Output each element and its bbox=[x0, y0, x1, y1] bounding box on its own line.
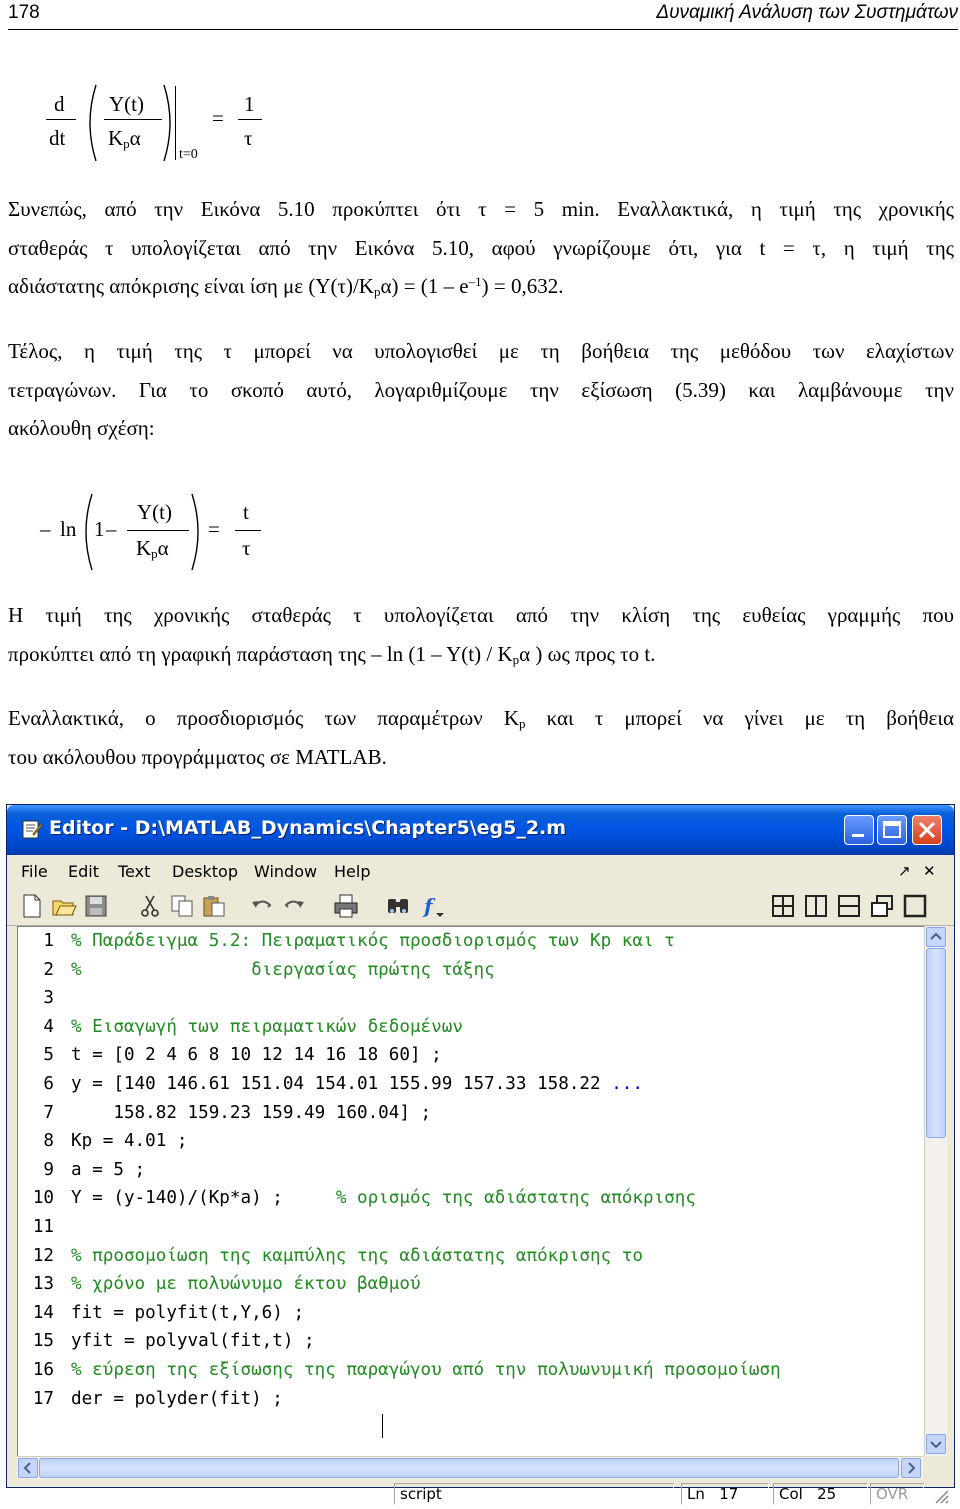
line-text bbox=[71, 960, 495, 980]
p4-line-1a: Εναλλακτικά, ο προσδιορισμός των παραμέτρων K bbox=[8, 706, 519, 730]
p3-expr: – ln (1 – Y(t) / K bbox=[371, 641, 513, 666]
scroll-up-button[interactable] bbox=[926, 927, 946, 947]
matlab-editor-window bbox=[7, 805, 954, 1503]
eq2-rhs-den: τ bbox=[242, 536, 251, 560]
code-text: a = 5 ; bbox=[71, 1159, 146, 1180]
eq1-d: d bbox=[54, 92, 65, 116]
line-number: 3 bbox=[43, 988, 54, 1009]
equation-log bbox=[0, 490, 300, 575]
line-text bbox=[71, 1160, 145, 1180]
p4-line-1-sub: p bbox=[519, 716, 526, 731]
copy-icon[interactable] bbox=[169, 893, 195, 919]
p1-line-3-sup: –1 bbox=[468, 274, 482, 289]
undock-icon[interactable]: ↗ bbox=[898, 862, 911, 880]
menu-help[interactable]: Help bbox=[334, 862, 371, 881]
line-text bbox=[71, 1074, 643, 1094]
p4-line-1b: και τ μπορεί να γίνει με τη βοήθεια bbox=[546, 706, 954, 730]
line-number: 7 bbox=[43, 1102, 54, 1123]
eq1-d-bar bbox=[46, 119, 76, 120]
line-text bbox=[71, 1017, 463, 1037]
p3-line-2a: προκύπτει από τη γραφική παράσταση της bbox=[8, 641, 366, 666]
line-number: 16 bbox=[32, 1360, 54, 1380]
p1-line-3a: αδιάστατης απόκρισης είναι ίση με (Y(τ)/K bbox=[8, 274, 374, 298]
eq1-rhs-bar bbox=[238, 119, 262, 120]
title-bar[interactable] bbox=[7, 805, 954, 855]
running-title: Δυναμική Ανάλυση των Συστημάτων bbox=[656, 2, 958, 23]
tile-horizontal-icon[interactable] bbox=[836, 893, 862, 919]
menu-bar bbox=[7, 855, 954, 887]
page-number: 178 bbox=[8, 2, 40, 23]
line-text bbox=[71, 1331, 315, 1351]
eq1-rhs-num: 1 bbox=[244, 92, 255, 116]
status-mode: script bbox=[394, 1483, 674, 1505]
code-comment: % εύρεση της εξίσωσης της παραγώγου από την πολυωνυμική προσομοίωση bbox=[71, 1360, 781, 1380]
chevron-up-icon bbox=[927, 928, 945, 946]
float-window-icon[interactable] bbox=[869, 893, 895, 919]
eq1-frac-bar bbox=[104, 119, 162, 120]
line-text bbox=[71, 1045, 442, 1065]
window-title: Editor - D:\MATLAB_Dynamics\Chapter5\eg5_2.m bbox=[49, 817, 567, 839]
line-number: 17 bbox=[32, 1388, 54, 1409]
maximize-icon bbox=[878, 816, 906, 844]
paste-icon[interactable] bbox=[201, 893, 227, 919]
menu-edit[interactable]: Edit bbox=[68, 862, 99, 881]
line-text bbox=[71, 931, 675, 951]
eq2-rhs-num: t bbox=[243, 500, 249, 524]
eq2-equals: = bbox=[208, 517, 220, 541]
status-bar bbox=[7, 1479, 954, 1509]
p3-expr-2: α ) bbox=[519, 641, 543, 666]
function-icon[interactable] bbox=[421, 893, 447, 919]
maximize-pane-icon[interactable] bbox=[902, 893, 928, 919]
find-icon[interactable] bbox=[385, 893, 411, 919]
eq2-ln: ln bbox=[60, 517, 77, 541]
code-text: y = [140 146.61 151.04 154.01 155.99 157.33 158.22 bbox=[71, 1074, 612, 1094]
eq2-den-sub: p bbox=[151, 546, 158, 561]
p3-expr-sub: p bbox=[512, 651, 520, 667]
code-text: t = [0 2 4 6 8 10 12 14 16 18 60] ; bbox=[71, 1045, 442, 1066]
code-comment: % χρόνο με πολυώνυμο έκτου βαθμού bbox=[71, 1274, 421, 1295]
line-number: 8 bbox=[43, 1131, 54, 1152]
line-number: 2 bbox=[43, 959, 54, 980]
line-text bbox=[71, 1274, 421, 1294]
code-comment: % Παράδειγμα 5.2: Πειραματικός προσδιορισμός των Kp και τ bbox=[71, 931, 675, 951]
eq1-den bbox=[108, 128, 141, 149]
code-text: yfit = polyval(fit,t) ; bbox=[71, 1331, 315, 1352]
eq2-den bbox=[136, 538, 169, 559]
line-number: 5 bbox=[43, 1045, 54, 1066]
line-number: 4 bbox=[43, 1016, 54, 1037]
code-comment: % Εισαγωγή των πειραματικών δεδομένων bbox=[71, 1016, 463, 1037]
scroll-down-button[interactable] bbox=[926, 1434, 946, 1454]
vertical-scroll-thumb[interactable] bbox=[926, 948, 946, 1138]
line-number: 10 bbox=[32, 1188, 54, 1209]
resize-grip-icon[interactable] bbox=[932, 1487, 950, 1505]
minimize-button[interactable] bbox=[844, 815, 874, 845]
close-button[interactable] bbox=[912, 815, 942, 845]
line-text bbox=[71, 1389, 283, 1409]
eq2-den-K: K bbox=[136, 536, 152, 560]
eq1-left-paren bbox=[82, 83, 98, 163]
p2-line-1: Τέλος, η τιμή της τ μπορεί να υπολογισθεί με τη βοήθεια της μεθόδου των ελαχίστων bbox=[8, 339, 954, 363]
line-number: 15 bbox=[32, 1331, 54, 1352]
code-text: der = polyder(fit) ; bbox=[71, 1388, 283, 1409]
status-column bbox=[773, 1483, 868, 1505]
print-icon[interactable] bbox=[333, 893, 359, 919]
editor-app-icon bbox=[21, 818, 43, 840]
scroll-right-button[interactable] bbox=[901, 1458, 921, 1478]
eq1-eval: t=0 bbox=[179, 147, 198, 162]
continuation-ellipsis: ... bbox=[611, 1074, 643, 1094]
header-rule bbox=[8, 29, 958, 30]
menu-close-icon[interactable]: ✕ bbox=[923, 862, 936, 880]
p1-line-3-sub: p bbox=[373, 284, 381, 299]
p2-line-3: ακόλουθη σχέση: bbox=[8, 416, 155, 440]
p2-line-2: τετραγώνων. Για το σκοπό αυτό, λογαριθμίζουμε την εξίσωση (5.39) και λαμβάνουμε την bbox=[8, 377, 954, 402]
eq1-den-sub: p bbox=[123, 136, 130, 151]
redo-icon[interactable] bbox=[281, 893, 307, 919]
line-text bbox=[71, 1188, 696, 1208]
code-comment: % ορισμός της αδιάστατης απόκρισης bbox=[335, 1188, 696, 1209]
cut-icon[interactable] bbox=[137, 893, 163, 919]
eq1-num: Y(t) bbox=[109, 92, 144, 116]
text-cursor bbox=[382, 1414, 383, 1438]
status-column-label: Col bbox=[779, 1485, 803, 1503]
p3-line-1: Η τιμή της χρονικής σταθεράς τ υπολογίζεται από την κλίση της ευθείας γραμμής που bbox=[8, 603, 954, 627]
eq1-den-K: K bbox=[108, 126, 124, 150]
paragraph-3 bbox=[8, 596, 954, 673]
code-comment: % προσομοίωση της καμπύλης της αδιάστατης απόκρισης το bbox=[71, 1245, 643, 1266]
eq1-eval-bar bbox=[175, 86, 176, 160]
horizontal-scrollbar[interactable] bbox=[17, 1456, 923, 1479]
code-editor[interactable] bbox=[17, 926, 924, 1457]
menu-window[interactable]: Window bbox=[254, 862, 318, 881]
line-number: 11 bbox=[32, 1217, 54, 1237]
paragraph-2 bbox=[8, 332, 954, 448]
undo-icon[interactable] bbox=[249, 893, 275, 919]
eq2-rhs-bar bbox=[235, 530, 261, 531]
paragraph-4 bbox=[8, 699, 954, 776]
save-icon[interactable] bbox=[83, 893, 109, 919]
eq1-rhs-den: τ bbox=[244, 126, 253, 150]
chevron-left-icon bbox=[19, 1459, 37, 1477]
p1-line-3c: ) = 0,632. bbox=[481, 274, 564, 298]
eq2-right-paren bbox=[190, 492, 206, 572]
code-text: Y = (y-140)/(Kp*a) ; bbox=[71, 1188, 336, 1209]
eq2-den-alpha: α bbox=[157, 536, 169, 560]
horizontal-scroll-thumb[interactable] bbox=[39, 1458, 899, 1478]
line-number: 14 bbox=[32, 1302, 54, 1323]
status-line-value: 17 bbox=[719, 1485, 739, 1503]
vertical-scrollbar[interactable] bbox=[924, 926, 947, 1456]
line-text bbox=[71, 1246, 643, 1266]
line-number: 13 bbox=[32, 1274, 54, 1295]
p4-line-2: του ακόλουθου προγράμματος σε MATLAB. bbox=[8, 744, 387, 769]
menu-text[interactable]: Text bbox=[118, 862, 151, 881]
eq1-dt: dt bbox=[49, 126, 66, 150]
p1-line-3b: α) = (1 – e bbox=[380, 274, 469, 298]
svg-text:f: f bbox=[424, 894, 433, 918]
close-icon bbox=[913, 816, 941, 844]
p3-line-2 bbox=[8, 635, 954, 674]
line-text bbox=[71, 1360, 781, 1380]
eq1-equals: = bbox=[212, 106, 224, 130]
eq2-num: Y(t) bbox=[137, 500, 172, 524]
p1-line-3 bbox=[8, 267, 954, 306]
line-text bbox=[71, 1131, 188, 1151]
status-column-value: 25 bbox=[817, 1485, 837, 1503]
p1-line-1: Συνεπώς, από την Εικόνα 5.10 προκύπτει ότι τ = 5 min. Εναλλακτικά, η τιμή της χρονικής bbox=[8, 197, 954, 221]
line-number: 1 bbox=[43, 931, 54, 951]
line-number: 12 bbox=[32, 1245, 54, 1266]
line-number: 9 bbox=[43, 1159, 54, 1180]
code-text: Kp = 4.01 ; bbox=[71, 1131, 188, 1152]
chevron-right-icon bbox=[902, 1459, 920, 1477]
p3-line-2b: ως προς το t. bbox=[547, 641, 656, 666]
line-text bbox=[71, 1303, 304, 1323]
code-comment: % διεργασίας πρώτης τάξης bbox=[71, 959, 495, 980]
status-line bbox=[681, 1483, 769, 1505]
open-file-icon[interactable] bbox=[51, 893, 77, 919]
tile-vertical-icon[interactable] bbox=[803, 893, 829, 919]
line-number: 6 bbox=[43, 1074, 54, 1094]
equation-derivative bbox=[0, 80, 300, 170]
status-ovr: OVR bbox=[870, 1483, 924, 1505]
code-text: fit = polyfit(t,Y,6) ; bbox=[71, 1302, 305, 1323]
eq2-minus2: – bbox=[106, 517, 117, 541]
page-header bbox=[8, 0, 958, 30]
p4-line-1 bbox=[8, 699, 954, 738]
toolbar bbox=[7, 887, 954, 926]
p1-line-2: σταθεράς τ υπολογίζεται από την Εικόνα 5.10, αφού γνωρίζουμε ότι, για t = τ, η τιμή της bbox=[8, 235, 954, 260]
code-text: 158.82 159.23 159.49 160.04] ; bbox=[71, 1102, 432, 1123]
eq2-one: 1 bbox=[94, 517, 105, 541]
eq1-den-alpha: α bbox=[129, 126, 141, 150]
scroll-left-button[interactable] bbox=[18, 1458, 38, 1478]
minimize-icon bbox=[845, 816, 873, 844]
chevron-down-icon bbox=[927, 1435, 945, 1453]
tile-grid-icon[interactable] bbox=[770, 893, 796, 919]
maximize-button[interactable] bbox=[877, 815, 907, 845]
status-line-label: Ln bbox=[687, 1485, 705, 1503]
eq2-frac-bar bbox=[127, 530, 189, 531]
eq2-minus: – bbox=[40, 517, 51, 541]
paragraph-1 bbox=[8, 190, 954, 306]
menu-file[interactable]: File bbox=[21, 862, 48, 881]
line-text bbox=[71, 1103, 431, 1123]
menu-desktop[interactable]: Desktop bbox=[172, 862, 238, 881]
eq2-left-paren bbox=[78, 492, 94, 572]
new-file-icon[interactable] bbox=[19, 893, 45, 919]
